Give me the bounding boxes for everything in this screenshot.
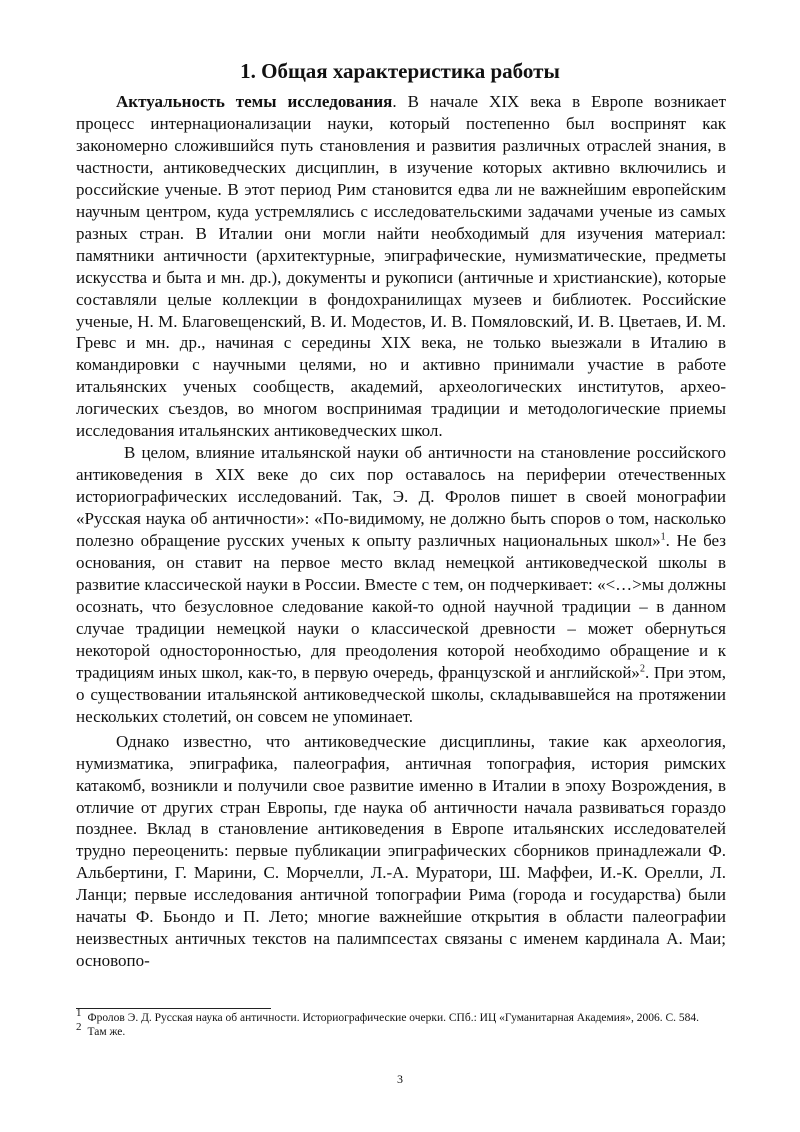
section-title: 1. Общая характеристика работы (240, 59, 560, 83)
paragraph-text-part: В целом, влияние итальянской науки об античности на становление российского антиковедения в XIX веке до сих пор оставалось на периферии отечественных историографических исследований. Так, Э. Д. Фролов пишет в своей монографии «Русская наука об античности»: «По-видимому, не должно быть споров о том, насколько полезно обращение русских ученых к опыту различных национальных школ» (76, 443, 726, 551)
paragraph-heading: Актуальность темы исследования (116, 92, 393, 111)
paragraph-text: . В начале XIX века в Европе возникает процесс интернационализации науки, который постепенно был воспринят как закономерно сложившийся путь становления и развития различных отраслей знания, в частности, антиковедческих дисциплин, в изучение которых активно включились и российские ученые. В этот период Рим становится едва ли не важнейшим европейским научным центром, куда устремлялись с исследовательскими задачами ученые из самых разных стран. В Италии они могли найти необходимый для изучения материал: памятники античности (архитектурные, эпиграфические, нумизматические, предметы искусства и быта и мн. др.), документы и рукописи (античные и христианские), которые составляли целые коллекции в фондохранилищах музеев и библиотек. Российские ученые, Н. М. Благовещенский, В. И. Модестов, И. В. Помяловский, И. В. Цветаев, И. М. Гревс и мн. др., начиная с середины XIX века, не только выезжали в Италию в командировки с научными целями, но и активно принимали участие в работе итальянских ученых сообществ, академий, археологических институтов, археологических съездов, во многом воспринимая традиции и методологические приемы исследования итальянских антиковедческих школ. (76, 92, 727, 441)
footnote-ref-2: 2 (639, 663, 645, 675)
footnote-ref-1: 1 (660, 531, 666, 543)
paragraph-text-part: . Не без основания, он ставит на первое место вклад немецкой антиковедческой школы в развитие классической науки в России. Вместе с тем, он подчеркивает: «<…>мы должны осознать, что безусловное следование какой-то одной научной традиции – в данном случае традиции немецкой науки о классической древности – может обернуться некоторой односторонностью, для преодоления которой необходимо обращение и к традициям иных школ, как-то, в первую очередь, французской и английской» (76, 531, 726, 682)
page-number: 3 (397, 1072, 403, 1086)
footnote-number: 2 (76, 1021, 82, 1034)
footnote-text: Там же. (87, 1026, 126, 1038)
body-text (76, 91, 726, 972)
paragraph-text: Однако известно, что антиковедческие дисциплины, такие как археология, нумизматика, эпиграфика, палеография, античная топография, история римских катакомб, возникли и получили свое развитие именно в Италии в эпоху Возрождения, в отличие от других стран Европы, где наука об античности начала развиваться гораздо позднее. Вклад в становление антиковедения в Европе итальянских исследователей трудно переоценить: первые публикации эпиграфических сборников принадлежали Ф. Альбертини, Г. Марини, С. Морчелли, Л.-А. Муратори, Ш. Маффеи, И.-К. Орелли, Л. Ланци; первые исследования античной топографии Рима (города и государства) были начаты Ф. Бьондо и П. Лето; многие важнейшие открытия в области палеографии неизвестных античных текстов на палимпсестах связаны с именем кардинала А. Маи; основопо- (76, 731, 726, 971)
paragraph-relevance (76, 91, 726, 442)
paragraph-disciplines (76, 731, 726, 972)
footnote-2 (76, 1021, 726, 1039)
paragraph-historiography (76, 442, 726, 727)
paragraph-text-part: . При этом, о существовании итальянской антиковедческой школы, складывавшейся на протяжении нескольких столетий, он совсем не упоминает. (76, 662, 727, 726)
footnote-separator (76, 1008, 271, 1009)
footnotes (76, 1007, 726, 1039)
footnote-1 (76, 1007, 726, 1025)
footnote-text: Фролов Э. Д. Русская наука об античности. Историографические очерки. СПб.: ИЦ «Гуманитарная Академия», 2006. С. 584. (87, 1012, 700, 1024)
footnote-number: 1 (76, 1007, 82, 1020)
